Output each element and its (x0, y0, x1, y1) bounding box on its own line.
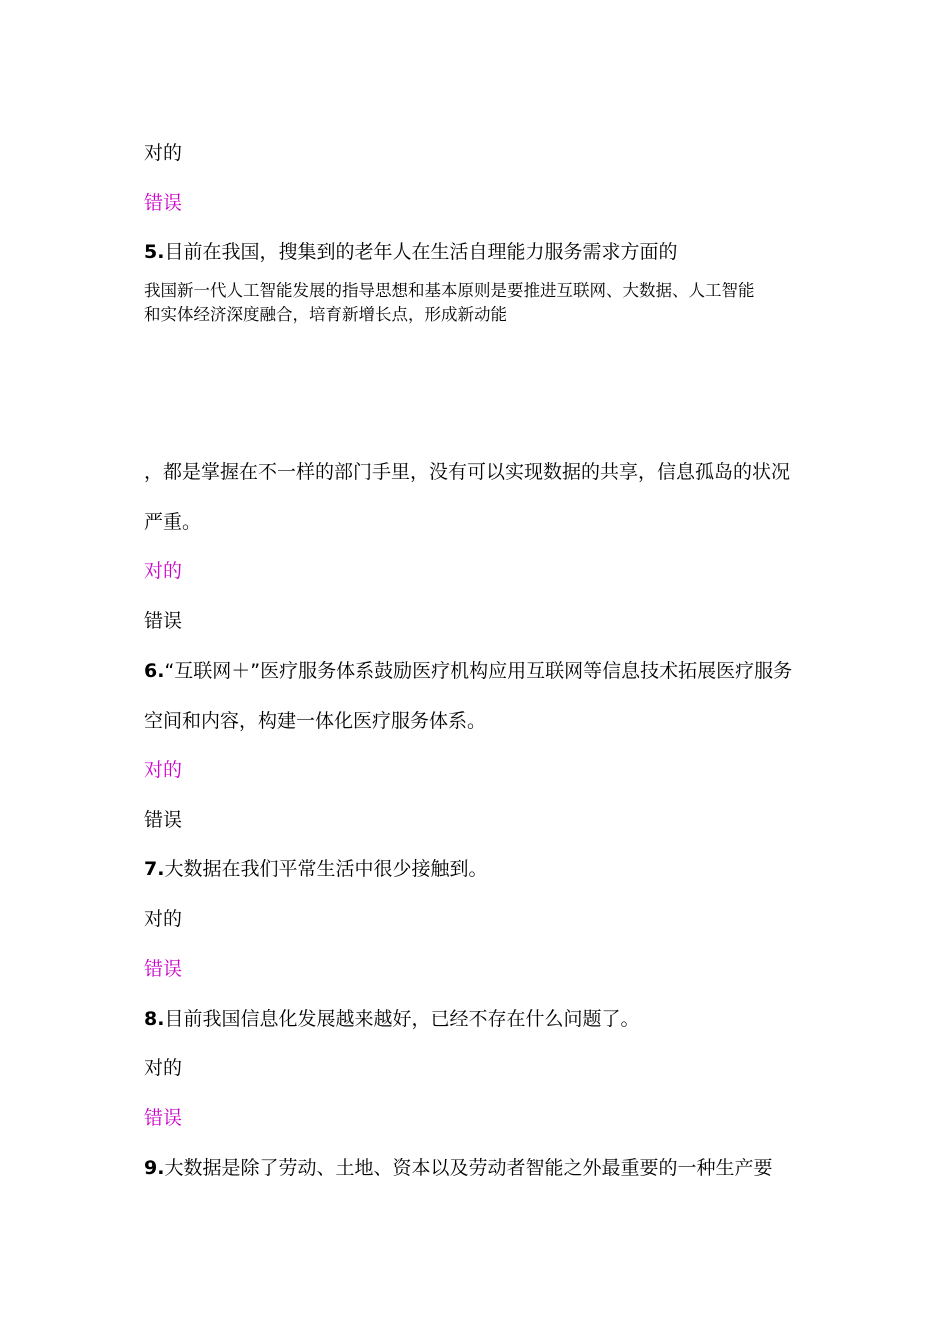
q5-text-line3: 严重。 (144, 511, 202, 533)
q6-text-line2: 空间和内容，构建一体化医疗服务体系。 (144, 710, 487, 732)
q8-option-false-correct: 错误 (144, 1107, 183, 1129)
q8-question (144, 1007, 639, 1031)
q5-question (144, 240, 677, 264)
q6-option-false: 错误 (144, 809, 183, 831)
q4-option-false-correct: 错误 (144, 192, 183, 214)
q6-text-line1: “互联网＋”医疗服务体系鼓励医疗机构应用互联网等信息技术拓展医疗服务 (164, 660, 793, 682)
q7-question (144, 857, 487, 881)
q5-number: 5. (144, 241, 165, 263)
q5-text-line2: ，都是掌握在不一样的部门手里，没有可以实现数据的共享，信息孤岛的状况 (144, 461, 791, 483)
q6-question (144, 659, 792, 683)
q8-number: 8. (144, 1008, 165, 1030)
q6-number: 6. (144, 660, 165, 682)
q5-inserted-line1: 我国新一代人工智能发展的指导思想和基本原则是要推进互联网、大数据、人工智能 (144, 281, 755, 300)
q7-option-true: 对的 (144, 908, 183, 930)
q5-option-true-correct: 对的 (144, 560, 183, 582)
q5-option-false: 错误 (144, 610, 183, 632)
q9-text-line1: 大数据是除了劳动、土地、资本以及劳动者智能之外最重要的一种生产要 (164, 1157, 773, 1179)
q8-option-true: 对的 (144, 1057, 183, 1079)
q6-option-true-correct: 对的 (144, 759, 183, 781)
q9-number: 9. (144, 1157, 165, 1179)
q5-inserted-line2: 和实体经济深度融合，培育新增长点，形成新动能 (144, 305, 507, 324)
q7-text-line1: 大数据在我们平常生活中很少接触到。 (164, 858, 488, 880)
q5-text-line1: 目前在我国，搜集到的老年人在生活自理能力服务需求方面的 (164, 241, 678, 263)
q7-option-false-correct: 错误 (144, 958, 183, 980)
q9-question (144, 1156, 772, 1180)
q4-option-true: 对的 (144, 142, 183, 164)
q8-text-line1: 目前我国信息化发展越来越好，已经不存在什么问题了。 (164, 1008, 640, 1030)
q7-number: 7. (144, 858, 165, 880)
